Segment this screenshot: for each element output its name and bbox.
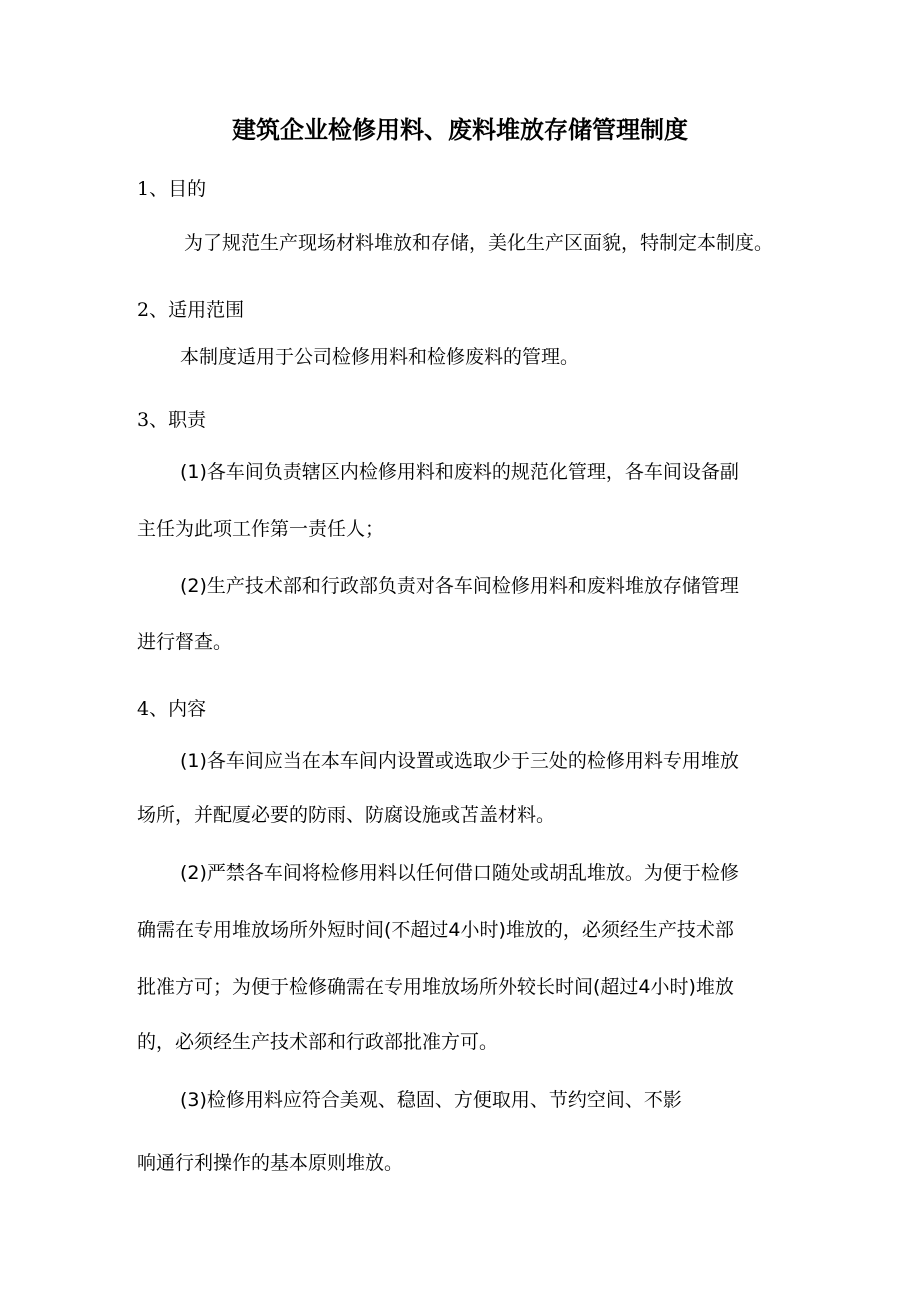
paragraph-line: (1)各车间应当在本车间内设置或选取少于三处的检修用料专用堆放 (180, 750, 739, 772)
document-title: 建筑企业检修用料、废料堆放存储管理制度 (232, 115, 688, 144)
paragraph-line: 响通行利操作的基本原则堆放。 (137, 1152, 404, 1174)
section-heading-purpose: 1、目的 (137, 178, 207, 200)
paragraph-line: (3)检修用料应符合美观、稳固、方便取用、节约空间、不影 (180, 1089, 682, 1111)
section-heading-responsibilities: 3、职责 (137, 409, 207, 431)
paragraph-line: 确需在专用堆放场所外短时间(不超过4小时)堆放的，必须经生产技术部 (137, 919, 734, 941)
paragraph-line: 进行督查。 (137, 631, 233, 653)
section-heading-scope: 2、适用范围 (137, 299, 245, 321)
paragraph-line: 场所，并配厦必要的防雨、防腐设施或苫盖材料。 (137, 804, 556, 826)
paragraph-line: 主任为此项工作第一责任人； (137, 518, 385, 540)
paragraph-line: (1)各车间负责辖区内检修用料和废料的规范化管理，各车间设备副 (180, 461, 739, 483)
paragraph-line: 为了规范生产现场材料堆放和存储，美化生产区面貌，特制定本制度。 (184, 232, 774, 254)
paragraph-line: 批准方可；为便于检修确需在专用堆放场所外较长时间(超过4小时)堆放 (137, 976, 734, 998)
paragraph-line: (2)严禁各车间将检修用料以任何借口随处或胡乱堆放。为便于检修 (180, 862, 739, 884)
section-heading-content: 4、内容 (137, 698, 207, 720)
paragraph-line: (2)生产技术部和行政部负责对各车间检修用料和废料堆放存储管理 (180, 575, 739, 597)
paragraph-line: 的，必须经生产技术部和行政部批准方可。 (137, 1031, 499, 1053)
paragraph-line: 本制度适用于公司检修用料和检修废料的管理。 (180, 346, 580, 368)
